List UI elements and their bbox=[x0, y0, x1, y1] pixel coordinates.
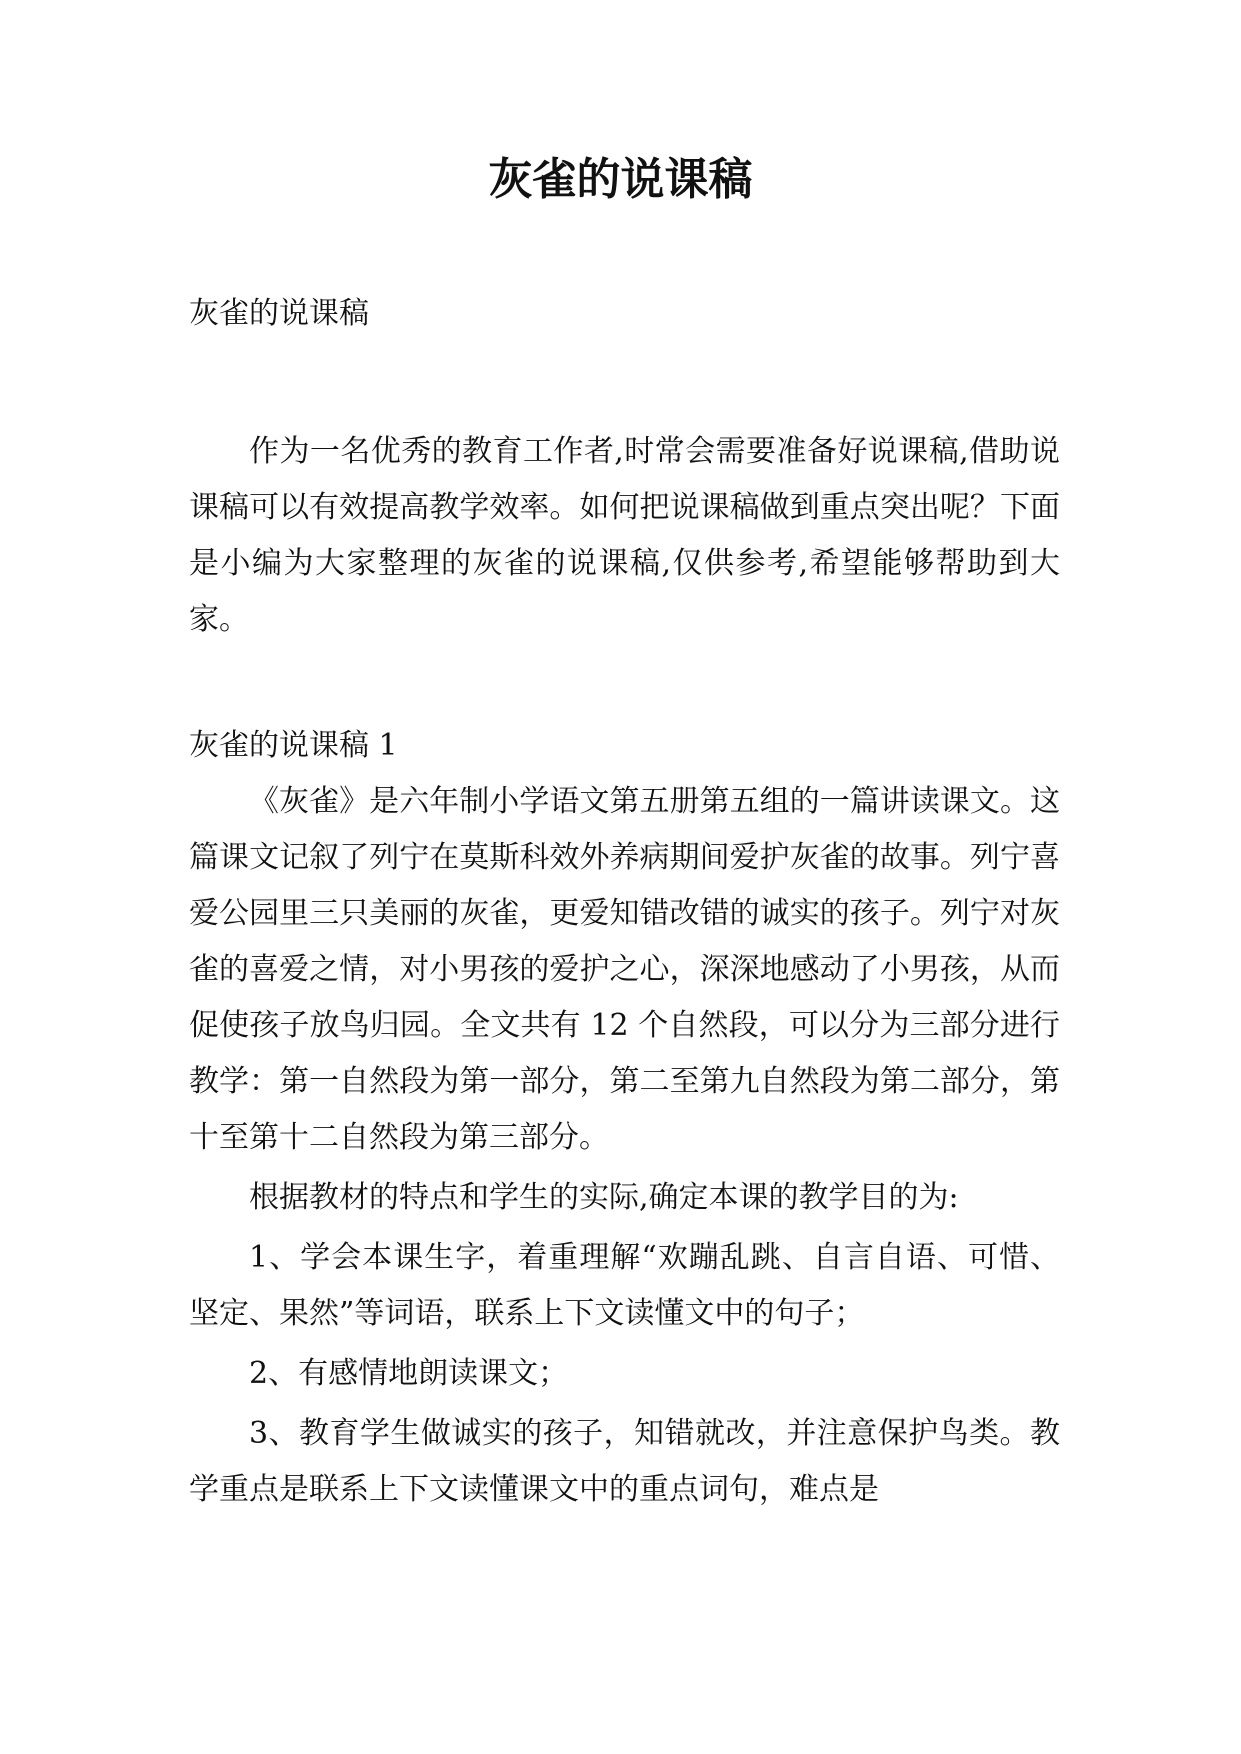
body-paragraph: 根据教材的特点和学生的实际,确定本课的教学目的为: bbox=[249, 1180, 959, 1215]
document-subtitle: 灰雀的说课稿 bbox=[189, 296, 369, 331]
body-paragraph: 3、教育学生做诚实的孩子，知错就改，并注意保护鸟类。教学重点是联系上下文读懂课文中的重点词句，难点是 bbox=[189, 1416, 1060, 1507]
intro-paragraph: 作为一名优秀的教育工作者,时常会需要准备好说课稿,借助说课稿可以有效提高教学效率。如何把说课稿做到重点突出呢？下面是小编为大家整理的灰雀的说课稿,仅供参考,希望能够帮助到大家。 bbox=[189, 434, 1060, 637]
document-title: 灰雀的说课稿 bbox=[488, 154, 753, 205]
body-paragraph: 2、有感情地朗读课文； bbox=[249, 1356, 569, 1391]
body-paragraph: 《灰雀》是六年制小学语文第五册第五组的一篇讲读课文。这篇课文记叙了列宁在莫斯科效外养病期间爱护灰雀的故事。列宁喜爱公园里三只美丽的灰雀，更爱知错改错的诚实的孩子。列宁对灰雀的喜爱之情，对小男孩的爱护之心，深深地感动了小男孩，从而促使孩子放鸟归园。全文共有 12 个自然段，可以分为三部分进行教学：第一自然段为第一部分，第二至第九自然段为第二部分，第十至第十二自然段为第三部分。 bbox=[189, 784, 1060, 1155]
body-paragraph: 1、学会本课生字，着重理解“欢蹦乱跳、自言自语、可惜、坚定、果然”等词语，联系上下文读懂文中的句子； bbox=[189, 1240, 1060, 1331]
document-body bbox=[189, 286, 1060, 1518]
section-heading: 灰雀的说课稿 1 bbox=[189, 728, 398, 763]
